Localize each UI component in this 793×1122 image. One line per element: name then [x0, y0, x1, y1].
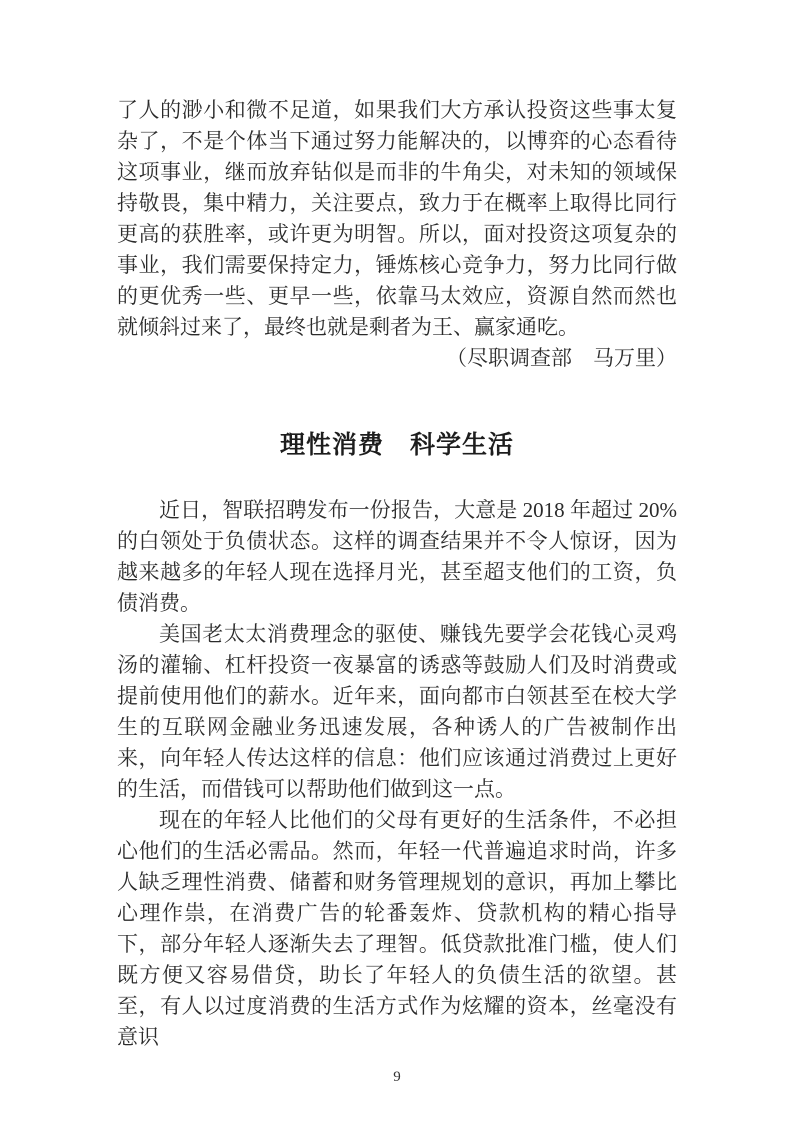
body-paragraph: 美国老太太消费理念的驱使、赚钱先要学会花钱心灵鸡汤的灌输、杠杆投资一夜暴富的诱惑等鼓励人们及时消费或提前使用他们的薪水。近年来，面向都市白领甚至在校大学生的互联网金融业务迅速发展，各种诱人的广告被制作出来，向年轻人传达这样的信息：他们应该通过消费过上更好的生活，而借钱可以帮助他们做到这一点。 [117, 622, 677, 801]
section-title: 理性消费 科学生活 [279, 431, 514, 459]
author-attribution: （尽职调查部 马万里） [446, 346, 677, 370]
section-body [117, 495, 677, 1053]
body-paragraph: 近日，智联招聘发布一份报告，大意是 2018 年超过 20%的白领处于负债状态。这样的调查结果并不令人惊讶，因为越来越多的年轻人现在选择月光，甚至超支他们的工资，负债消费。 [117, 498, 677, 615]
body-paragraph: 现在的年轻人比他们的父母有更好的生活条件，不必担心他们的生活必需品。然而，年轻一代普遍追求时尚，许多人缺乏理性消费、储蓄和财务管理规划的意识，再加上攀比心理作祟，在消费广告的轮番轰炸、贷款机构的精心指导下，部分年轻人逐渐失去了理智。低贷款批准门槛，使人们既方便又容易借贷，助长了年轻人的负债生活的欲望。甚至，有人以过度消费的生活方式作为炫耀的资本，丝毫没有意识 [117, 808, 677, 1049]
body-paragraph-continued: 了人的渺小和微不足道，如果我们大方承认投资这些事太复杂了，不是个体当下通过努力能解决的，以博弈的心态看待这项事业，继而放弃钻似是而非的牛角尖，对未知的领域保持敬畏，集中精力，关注要点，致力于在概率上取得比同行更高的获胜率，或许更为明智。所以，面对投资这项复杂的事业，我们需要保持定力，锤炼核心竞争力，努力比同行做的更优秀一些、更早一些，依靠马太效应，资源自然而然也就倾斜过来了，最终也就是剩者为王、赢家通吃。 [117, 98, 677, 339]
intro-block [117, 95, 677, 374]
page-number: 9 [393, 1069, 401, 1085]
